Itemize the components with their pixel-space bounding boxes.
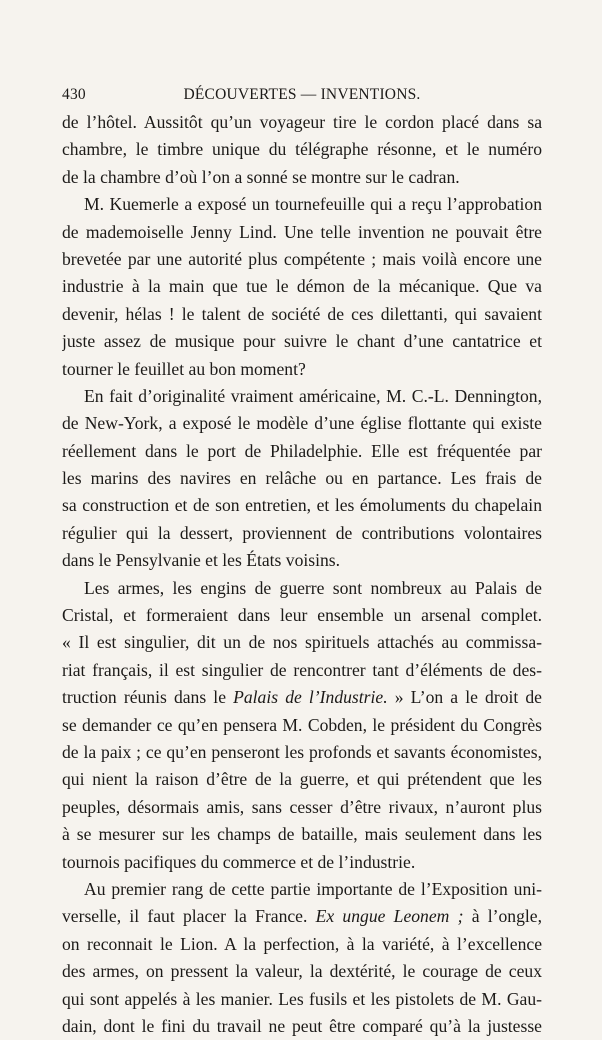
text-line: Les armes, les engins de guerre sont nombreux au Palais de xyxy=(84,577,542,598)
text-line: à se mesurer sur les champs de bataille, mais seulement dans les xyxy=(62,824,542,845)
text-line: régulier qui la dessert, proviennent de contributions volontaires xyxy=(62,522,542,543)
text-line: dans le Pensylvanie et les États voisins. xyxy=(62,550,341,571)
page-number: 430 xyxy=(62,86,86,103)
running-head xyxy=(62,86,542,108)
text-line: qui nient la raison d’être de la guerre, et qui prétendent que les xyxy=(62,769,542,790)
text-line: peuples, désormais amis, sans cesser d’être rivaux, n’auront plus xyxy=(62,796,542,817)
text-line: les marins des navires en relâche ou en partance. Les frais de xyxy=(62,468,542,489)
text-line: Au premier rang de cette partie importante de l’Exposition uni- xyxy=(84,878,542,899)
text-run: » L’on a le droit de xyxy=(387,687,542,708)
text-line: de l’hôtel. Aussitôt qu’un voyageur tire le cordon placé dans sa xyxy=(62,112,542,132)
text-line: brevetée par une autorité plus compétente ; mais voilà encore une xyxy=(62,248,542,269)
text-line: on reconnait le Lion. A la perfection, à la variété, à l’excellence xyxy=(62,933,542,954)
text-run: à l’ongle, xyxy=(463,906,542,927)
body-text xyxy=(62,109,542,1040)
text-line: Cristal, et formeraient dans leur ensemble un arsenal complet. xyxy=(62,605,542,626)
text-line: de mademoiselle Jenny Lind. Une telle invention ne pouvait être xyxy=(62,221,542,242)
text-line: industrie à la main que tue le démon de la mécanique. Que va xyxy=(62,276,542,297)
text-run: verselle, il faut placer la France. xyxy=(62,906,316,927)
text-line: dain, dont le fini du travail ne peut être comparé qu’à la justesse xyxy=(62,1015,542,1036)
text-line xyxy=(62,684,542,711)
italic-quote: Ex ungue Leonem ; xyxy=(315,906,464,927)
text-line: de la paix ; ce qu’en penseront les profonds et savants économistes, xyxy=(62,741,542,762)
text-line: devenir, hélas ! le talent de société de ces dilettanti, qui savaient xyxy=(62,303,542,324)
text-line: des armes, on pressent la valeur, la dextérité, le courage de ceux xyxy=(62,961,542,982)
text-line: chambre, le timbre unique du télégraphe résonne, et le numéro xyxy=(62,139,542,160)
text-line: de New-York, a exposé le modèle d’une église flottante qui existe xyxy=(62,413,542,434)
text-line: tourner le feuillet au bon moment? xyxy=(62,358,306,379)
text-line: « Il est singulier, dit un de nos spirituels attachés au commissa- xyxy=(62,632,542,653)
text-line: riat français, il est singulier de rencontrer tant d’éléments de des- xyxy=(62,659,542,680)
text-line: sa construction et de son entretien, et les émoluments du chapelain xyxy=(62,495,542,516)
text-run: truction réunis dans le xyxy=(62,687,234,708)
text-line: de la chambre d’où l’on a sonné se montre sur le cadran. xyxy=(62,166,460,187)
text-line: juste assez de musique pour suivre le chant d’une cantatrice et xyxy=(62,331,542,352)
text-line: tournois pacifiques du commerce et de l’industrie. xyxy=(62,851,416,872)
text-line: M. Kuemerle a exposé un tournefeuille qui a reçu l’approbation xyxy=(84,194,542,215)
text-line: En fait d’originalité vraiment américaine, M. C.-L. Dennington, xyxy=(84,385,542,406)
italic-title: Palais de l’Industrie. xyxy=(233,687,388,708)
text-line xyxy=(62,903,542,930)
running-title: DÉCOUVERTES — INVENTIONS. xyxy=(183,86,421,103)
text-line: qui sont appelés à les manier. Les fusils et les pistolets de M. Gau- xyxy=(62,988,542,1009)
text-line: se demander ce qu’en pensera M. Cobden, le président du Congrès xyxy=(62,714,542,735)
text-line: réellement dans le port de Philadelphie. Elle est fréquentée par xyxy=(62,440,542,461)
